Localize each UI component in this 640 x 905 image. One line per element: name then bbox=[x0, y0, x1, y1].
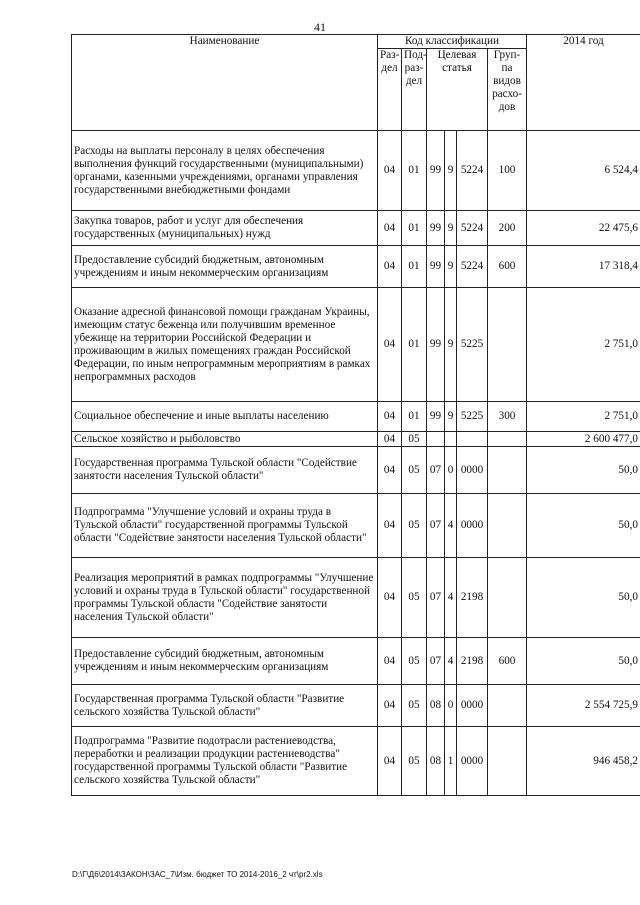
row-expense-group bbox=[488, 447, 527, 494]
table-row bbox=[72, 494, 640, 558]
row-name: Социальное обеспечение и иные выплаты населению bbox=[72, 402, 378, 432]
row-target-code bbox=[457, 432, 488, 447]
row-target-code: 5224 bbox=[457, 246, 488, 288]
row-target-subprogram: 9 bbox=[445, 131, 457, 211]
row-target-program: 08 bbox=[427, 685, 445, 727]
row-target-program bbox=[427, 432, 445, 447]
table-row bbox=[72, 288, 640, 402]
row-target-code: 0000 bbox=[457, 494, 488, 558]
row-amount: 2 751,0 bbox=[527, 402, 640, 432]
row-target-code: 5224 bbox=[457, 211, 488, 246]
row-section: 04 bbox=[378, 246, 402, 288]
row-amount: 50,0 bbox=[527, 638, 640, 685]
row-expense-group: 600 bbox=[488, 246, 527, 288]
row-amount: 6 524,4 bbox=[527, 131, 640, 211]
row-subsection: 01 bbox=[402, 246, 427, 288]
header-name: Наименование bbox=[72, 35, 378, 131]
row-section: 04 bbox=[378, 685, 402, 727]
row-subsection: 01 bbox=[402, 288, 427, 402]
row-target-program: 99 bbox=[427, 211, 445, 246]
row-expense-group: 300 bbox=[488, 402, 527, 432]
row-target-code: 5224 bbox=[457, 131, 488, 211]
row-expense-group: 100 bbox=[488, 131, 527, 211]
row-expense-group bbox=[488, 288, 527, 402]
row-amount: 50,0 bbox=[527, 494, 640, 558]
row-target-program: 99 bbox=[427, 288, 445, 402]
row-subsection: 01 bbox=[402, 402, 427, 432]
row-expense-group: 600 bbox=[488, 638, 527, 685]
row-section: 04 bbox=[378, 558, 402, 638]
row-target-subprogram: 9 bbox=[445, 402, 457, 432]
row-target-subprogram: 0 bbox=[445, 685, 457, 727]
row-amount: 2 554 725,9 bbox=[527, 685, 640, 727]
row-section: 04 bbox=[378, 638, 402, 685]
row-subsection: 01 bbox=[402, 211, 427, 246]
row-amount: 17 318,4 bbox=[527, 246, 640, 288]
table-row bbox=[72, 246, 640, 288]
header-section: Раз-дел bbox=[378, 49, 402, 131]
row-expense-group: 200 bbox=[488, 211, 527, 246]
row-name: Реализация мероприятий в рамках подпрограммы "Улучшение условий и охраны труда в Тульской области" государственной программы Тульской области "Содействие занятости населения Тульской области" bbox=[72, 558, 378, 638]
table-row bbox=[72, 727, 640, 796]
row-target-program: 99 bbox=[427, 131, 445, 211]
row-name: Предоставление субсидий бюджетным, автономным учреждениям и иным некоммерческим организациям bbox=[72, 246, 378, 288]
row-target-subprogram: 1 bbox=[445, 727, 457, 796]
row-target-code: 5225 bbox=[457, 288, 488, 402]
row-section: 04 bbox=[378, 494, 402, 558]
row-subsection: 05 bbox=[402, 685, 427, 727]
row-subsection: 05 bbox=[402, 447, 427, 494]
row-subsection: 05 bbox=[402, 494, 427, 558]
row-target-program: 99 bbox=[427, 402, 445, 432]
row-target-program: 07 bbox=[427, 558, 445, 638]
row-section: 04 bbox=[378, 288, 402, 402]
row-name: Сельское хозяйство и рыболовство bbox=[72, 432, 378, 447]
table-row bbox=[72, 558, 640, 638]
file-path-footer: D:\Г\Д6\2014\ЗАКОН\ЗАС_7\Изм. бюджет ТО 2014-2016_2 чт\pr2.xls bbox=[72, 870, 323, 879]
row-target-subprogram: 0 bbox=[445, 447, 457, 494]
table-row bbox=[72, 447, 640, 494]
row-name: Государственная программа Тульской области "Содействие занятости населения Тульской области" bbox=[72, 447, 378, 494]
row-section: 04 bbox=[378, 131, 402, 211]
row-subsection: 05 bbox=[402, 727, 427, 796]
budget-table bbox=[71, 34, 640, 796]
row-target-code: 0000 bbox=[457, 447, 488, 494]
row-subsection: 01 bbox=[402, 131, 427, 211]
row-name: Подпрограмма "Развитие подотрасли растениеводства, переработки и реализации продукции растениеводства" государственной программы Тульской области "Развитие сельского хозяйства Тульской области" bbox=[72, 727, 378, 796]
row-section: 04 bbox=[378, 447, 402, 494]
table-row bbox=[72, 211, 640, 246]
row-amount: 2 600 477,0 bbox=[527, 432, 640, 447]
row-target-subprogram bbox=[445, 432, 457, 447]
table-row bbox=[72, 638, 640, 685]
row-amount: 946 458,2 bbox=[527, 727, 640, 796]
row-amount: 22 475,6 bbox=[527, 211, 640, 246]
row-expense-group bbox=[488, 727, 527, 796]
table-row bbox=[72, 432, 640, 447]
row-name: Подпрограмма "Улучшение условий и охраны труда в Тульской области" государственной программы Тульской области "Содействие занятости населения Тульской области" bbox=[72, 494, 378, 558]
row-target-program: 07 bbox=[427, 447, 445, 494]
row-expense-group bbox=[488, 432, 527, 447]
row-subsection: 05 bbox=[402, 638, 427, 685]
row-name: Расходы на выплаты персоналу в целях обеспечения выполнения функций государственными (муниципальными) органами, казенными учреждениями, органами управления государственными внебюджетными фондами bbox=[72, 131, 378, 211]
row-target-program: 99 bbox=[427, 246, 445, 288]
row-target-subprogram: 9 bbox=[445, 246, 457, 288]
row-target-code: 2198 bbox=[457, 558, 488, 638]
row-name: Оказание адресной финансовой помощи гражданам Украины, имеющим статус беженца или получившим временное убежище на территории Российской Федерации и проживающим в жилых помещениях граждан Российской Федерации, по иным непрограммным мероприятиям в рамках непрограммных расходов bbox=[72, 288, 378, 402]
row-expense-group bbox=[488, 558, 527, 638]
page-number: 41 bbox=[314, 20, 326, 34]
row-target-subprogram: 4 bbox=[445, 494, 457, 558]
header-year: 2014 год bbox=[527, 35, 640, 131]
row-target-code: 2198 bbox=[457, 638, 488, 685]
row-target-code: 0000 bbox=[457, 727, 488, 796]
row-subsection: 05 bbox=[402, 432, 427, 447]
row-section: 04 bbox=[378, 432, 402, 447]
row-target-program: 07 bbox=[427, 638, 445, 685]
row-name: Закупка товаров, работ и услуг для обеспечения государственных (муниципальных) нужд bbox=[72, 211, 378, 246]
table-row bbox=[72, 685, 640, 727]
header-classification: Код классификации bbox=[378, 35, 527, 49]
row-target-subprogram: 9 bbox=[445, 211, 457, 246]
row-amount: 50,0 bbox=[527, 558, 640, 638]
row-section: 04 bbox=[378, 402, 402, 432]
row-subsection: 05 bbox=[402, 558, 427, 638]
row-expense-group bbox=[488, 494, 527, 558]
row-section: 04 bbox=[378, 211, 402, 246]
header-subsection: Под-раз-дел bbox=[402, 49, 427, 131]
table-row bbox=[72, 131, 640, 211]
row-expense-group bbox=[488, 685, 527, 727]
row-section: 04 bbox=[378, 727, 402, 796]
row-amount: 50,0 bbox=[527, 447, 640, 494]
row-name: Государственная программа Тульской области "Развитие сельского хозяйства Тульской области" bbox=[72, 685, 378, 727]
row-target-subprogram: 4 bbox=[445, 558, 457, 638]
row-target-code: 0000 bbox=[457, 685, 488, 727]
row-target-subprogram: 4 bbox=[445, 638, 457, 685]
row-name: Предоставление субсидий бюджетным, автономным учреждениям и иным некоммерческим организациям bbox=[72, 638, 378, 685]
row-target-subprogram: 9 bbox=[445, 288, 457, 402]
row-target-program: 07 bbox=[427, 494, 445, 558]
table-row bbox=[72, 402, 640, 432]
row-target-program: 08 bbox=[427, 727, 445, 796]
row-target-code: 5225 bbox=[457, 402, 488, 432]
header-expense-group: Груп-па видов расхо-дов bbox=[488, 49, 527, 131]
row-amount: 2 751,0 bbox=[527, 288, 640, 402]
header-target: Целевая статья bbox=[427, 49, 488, 131]
